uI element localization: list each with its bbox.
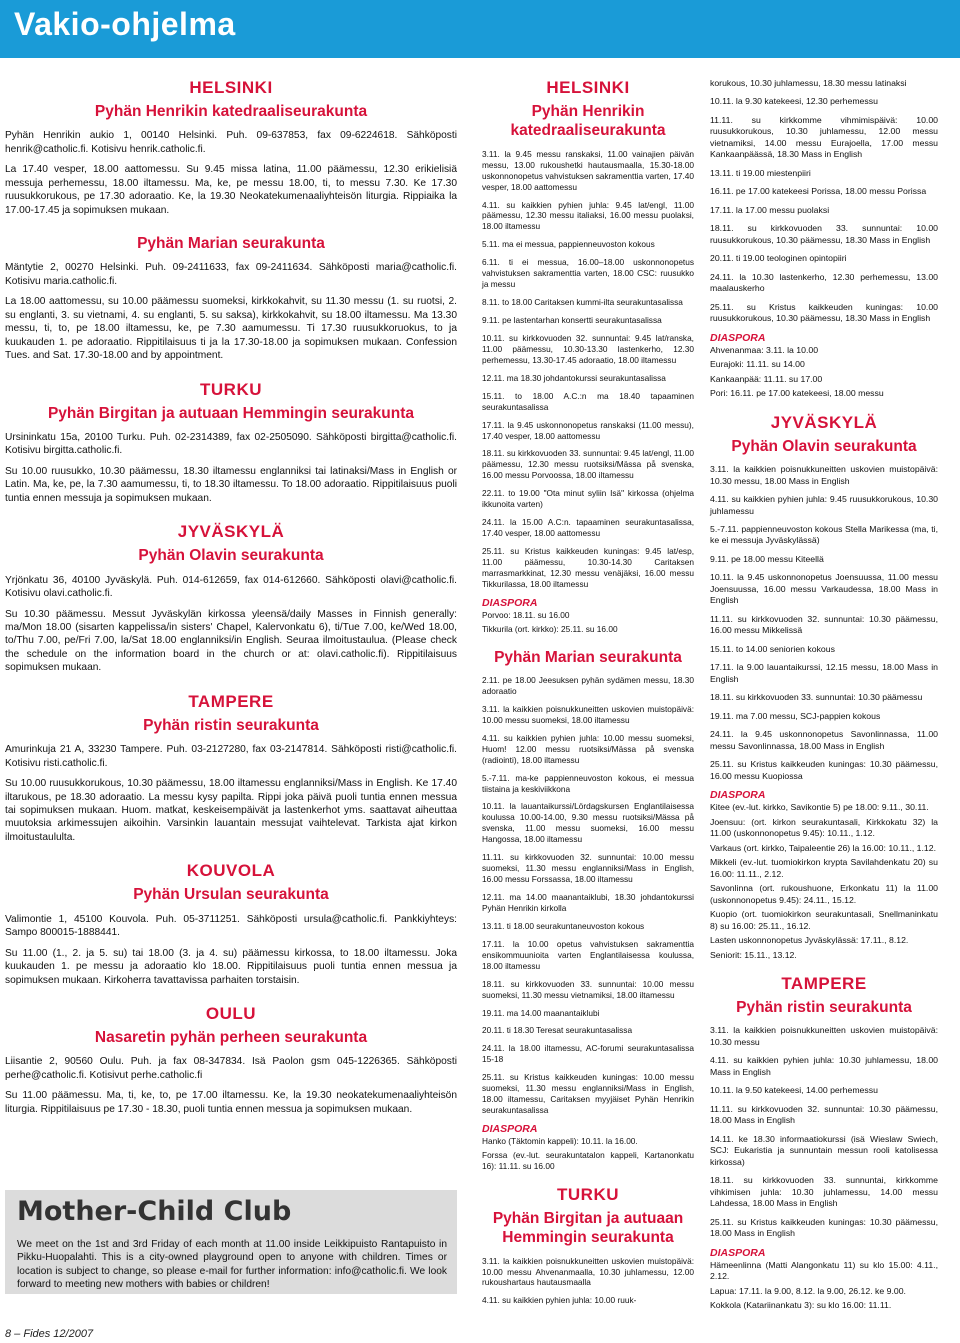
schedule-paragraph: 15.11. to 18.00 A.C.:n ma 18.40 tapaaminen seurakuntasalissa <box>482 390 694 412</box>
schedule-paragraph: Yrjönkatu 36, 40100 Jyväskylä. Puh. 014-612659, fax 014-612660. Sähköposti olavi@catholic.fi. Kotisivu olavi.catholic.fi. <box>5 574 457 600</box>
city-heading: TAMPERE <box>781 974 867 994</box>
schedule-paragraph: 17.11. la 9.00 lauantaikurssi, 12.15 messu, 18.00 Mass in English <box>710 662 938 684</box>
schedule-paragraph: 10.11. la 9.45 uskonnonopetus Joensuussa, 11.00 messu Joensuussa, 16.00 messu Varkaudessa, 18.00 Mass in English <box>710 572 938 606</box>
diaspora-line: Lapua: 17.11. la 9.00, 8.12. la 9.00, 26.12. ke 9.00. <box>710 1285 906 1296</box>
schedule-paragraph: 10.11. la 9.50 katekeesi, 14.00 perhemessu <box>710 1085 878 1096</box>
section-gap <box>5 512 457 522</box>
schedule-paragraph: 2.11. pe 18.00 Jeesuksen pyhän sydämen messu, 18.30 adoraatio <box>482 675 694 696</box>
section-gap <box>5 370 457 380</box>
schedule-paragraph: 10.11. la 9.30 katekeesi, 12.30 perhemessu <box>710 96 878 107</box>
diaspora-line: Lasten uskonnonopetus Jyväskylässä: 17.11., 8.12. <box>710 935 909 946</box>
city-heading: OULU <box>205 1004 257 1024</box>
diaspora-line: Hämeenlinna (Matti Alangonkatu 11) su klo 15.00: 4.11., 2.12. <box>710 1259 938 1282</box>
schedule-paragraph: Su 11.00 (1., 2. ja 5. su) tai 18.00 (3. ja 4. su) päämessu kirkossa, to 18.00 iltamessu. Joka kuukauden 1. pe messu ja adoraatio klo 18.00. Rippitilaisuus puoli tuntia ennen messua ja sopimuksen mukaan. Kirkoherra tavattavissa parhaiten torstaisin. <box>5 947 457 986</box>
schedule-paragraph: 8.11. to 18.00 Caritaksen kummi-ilta seurakuntasalissa <box>482 297 683 308</box>
city-heading: KOUVOLA <box>186 861 276 881</box>
parish-heading: Pyhän Marian seurakunta <box>137 235 325 253</box>
schedule-paragraph: Su 10.30 päämessu. Messut Jyväskylän kirkossa yleensä/daily Masses in Finnish generally: ma/Mon 18.00 (sisarten kappelissa/in sisters' Chapel, Kalervonkatu 6), ti/Tue 7.00, ke/Wed 18.00, to/Thu 7.00, pe/Fri 7.00, la/Sat 18.00 englanniksi/in English. Seuraa ilmoitustaulua. (Please check the schedule on the information board in the church or at: olavi.catholic.fi). Rippitilaisuus sopimuksen mukaan. <box>5 608 457 674</box>
schedule-paragraph: 12.11. ma 14.00 maanantaiklubi, 18.30 johdantokurssi Pyhän Henrikin kirkolla <box>482 892 694 913</box>
diaspora-heading: DIASPORA <box>710 331 766 344</box>
mother-child-club-text: We meet on the 1st and 3rd Friday of each month at 11.00 inside Leikkipuisto Rantapuisto in Pikku-Huopalahti. This is a city-owned playground open to anyone with children. Times or location is subject to change, so please e-mail for further information: info@catholic.fi. We look forward to meeting new mothers with babies or children! <box>17 1239 447 1290</box>
schedule-paragraph: Su 10.00 ruusukko, 10.30 päämessu, 18.30 iltamessu englanniksi tai latinaksi/Mass in English or Latin. Ma, ke, pe, la 7.30 aamumessu, ti, to 18.30 iltamessu. To 18.00 adoraatio. Rippitilaisuus puoli tuntia ennen messuja ja sopimuksen mukaan. <box>5 465 457 504</box>
schedule-paragraph: 4.11. su kaikkien pyhien juhla: 10.30 juhlamessu, 18.00 Mass in English <box>710 1055 938 1077</box>
city-heading: TAMPERE <box>188 691 274 711</box>
schedule-paragraph: 13.11. ti 19.00 miestenpiiri <box>710 167 811 178</box>
schedule-paragraph: Valimontie 1, 45100 Kouvola. Puh. 05-3711251. Sähköposti ursula@catholic.fi. Pankkiyhteys: Sampo 800015-1888441. <box>5 913 457 939</box>
schedule-paragraph: 5.-7.11. ma-ke pappienneuvoston kokous, ei messua tiistaina ja keskiviikkona <box>482 772 694 794</box>
section-gap <box>5 682 457 692</box>
diaspora-heading: DIASPORA <box>710 1246 766 1259</box>
schedule-paragraph: 11.11. su kirkkomme vihmimispäivä: 10.00 ruusukkorukous, 10.30 juhlamessu, 12.00 messu vietnamiksi, 14.00 messu Eurajoella, 17.00 messu Kankaanpäässä, 18.30 Mass in English <box>710 114 938 160</box>
schedule-paragraph: 19.11. ma 14.00 maanantaiklubi <box>482 1007 600 1018</box>
section-gap <box>710 403 938 413</box>
diaspora-heading: DIASPORA <box>482 596 538 609</box>
schedule-paragraph: 24.11. la 18.00 iltamessu, AC-forumi seurakuntasalissa 15-18 <box>482 1043 694 1065</box>
schedule-paragraph: 4.11. su kaikkien pyhien juhla: 9.45 lat/engl, 11.00 päämessu, 12.30 messu italiaksi, 16.00 messu puolaksi, 18.00 iltamessu <box>482 199 694 232</box>
schedule-paragraph: 3.11. la kaikkien poisnukkuneitten uskovien muistopäivä: 10.30 messu <box>710 1025 938 1047</box>
schedule-paragraph: La 17.40 vesper, 18.00 aattomessu. Su 9.45 missa latina, 11.00 päämessu, 12.30 erikielisiä messuja perhemessu, 18.00 iltamessu. Ma, ke, pe messu 18.00, ti, to messu 7.30. Ke 17.30 ruusukkorukous, pe 17.30 adoraatio. Ke, la 19.30 Neokatekumenaaliyhteisön liturgia. Rippiaika la 17.00-17.45 ja sopimuksen mukaan. <box>5 164 457 216</box>
diaspora-line: Pori: 16.11. pe 17.00 katekeesi, 18.00 messu <box>710 388 884 399</box>
schedule-paragraph: 25.11. su Kristus kaikkeuden kuningas: 10.30 päämessu, 16.00 messu Kuopiossa <box>710 759 938 781</box>
right-column <box>710 78 938 1315</box>
parish-heading: Pyhän Birgitan ja autuaan Hemmingin seurakunta <box>47 404 415 422</box>
schedule-paragraph: 3.11. la 9.45 messu ranskaksi, 11.00 vainajien päivän messu, 13.00 rukoushetki hautausmaalla, 15.30-18.00 uskonnonopetus vahvistuksen sakramenttia varten, 17.40 vesper, 18.00 aattomessu <box>482 148 694 192</box>
diaspora-line: Hanko (Täktomin kappeli): 10.11. la 16.00. <box>482 1136 638 1146</box>
diaspora-line: Tikkurila (ort. kirkko): 25.11. su 16.00 <box>482 623 618 634</box>
schedule-paragraph: 17.11. la 9.45 uskonnonopetus ranskaksi (11.00 messu), 17.40 vesper, 18.00 aattomessu <box>482 419 694 441</box>
parish-heading: Pyhän ristin seurakunta <box>736 999 912 1017</box>
diaspora-line: Kuopio (ort. tuomiokirkon seurakuntasali, Snellmaninkatu 8) su 16.00: 25.11., 16.12. <box>710 909 938 931</box>
schedule-paragraph: 25.11. su Kristus kaikkeuden kuningas: 10.00 messu suomeksi, 11.30 messu englanniksi/Mass in English, 18.00 iltamessu, Caritaksen myyjäiset Pyhän Henrikin seurakuntasalissa <box>482 1072 694 1116</box>
diaspora-line: Kitee (ev.-lut. kirkko, Savikontie 5) pe 18.00: 9.11., 30.11. <box>710 802 929 813</box>
parish-heading: Pyhän Birgitan ja autuaan Hemmingin seurakunta <box>492 1209 684 1247</box>
diaspora-line: Seniorit: 15.11., 13.12. <box>710 949 797 960</box>
schedule-paragraph: 14.11. ke 18.30 informaatiokurssi (isä Wieslaw Swiech, SCJ: Eukaristia ja sunnuntain messun rooli katolisessa kirkossa) <box>710 1133 938 1167</box>
city-heading: JYVÄSKYLÄ <box>177 522 285 542</box>
schedule-paragraph: 18.11. su kirkkovuoden 33. sunnuntai: 9.45 lat/engl, 11.00 päämessu, 12.30 messu ruotsiksi/Mässa på svenska, 16.00 messu Porvoossa, 18.00 iltamessu <box>482 448 694 481</box>
schedule-paragraph: 25.11. su Kristus kaikkeuden kuningas: 10.30 päämessu, 18.00 Mass in English <box>710 1216 938 1239</box>
diaspora-line: Varkaus (ort. kirkko, Taipaleentie 26) la 16.00: 10.11., 1.12. <box>710 842 937 853</box>
schedule-paragraph: 20.11. ti 18.30 Teresat seurakuntasalissa <box>482 1025 633 1036</box>
schedule-paragraph: Su 10.00 ruusukkorukous, 10.30 päämessu, 18.00 iltamessu englanniksi/Mass in English. Ke 17.40 iltarukous, pe 18.30 adoraatio. La messu kysy papilta. Rippi joka päivä puoli tuntia ennen messua tai sopimuksen mukaan. Huom. matkat, keskeisempäivät ja lastenkerhot yms. saattavat aiheuttaa muutoksia arkimessujen aikoihin. Varsinkin lauantain messujat vaihtelevat. Tarkista ajat kirkon ilmoitustaululta. <box>5 778 457 843</box>
section-gap <box>710 964 938 974</box>
schedule-paragraph: 17.11. la 17.00 messu puolaksi <box>710 204 830 215</box>
parish-heading: Pyhän Olavin seurakunta <box>138 547 324 565</box>
schedule-paragraph: 18.11. su kirkkovuoden 33. sunnuntai, kirkkomme vihkimisen juhla: 10.30 juhlamessu, 14.00 messu Lahdessa, 18.00 Mass in English <box>710 1175 938 1209</box>
diaspora-line: Savonlinna (ort. rukoushuone, Erkonkatu 11) la 11.00 (uskonnonopetus 9.45): 24.11., 15.12. <box>710 883 938 905</box>
schedule-paragraph: 5.-7.11. pappienneuvoston kokous Stella Marikessa (ma, ti, ke ei messuja Jyväskylässä) <box>710 524 938 546</box>
schedule-paragraph: 9.11. pe 18.00 messu Kiteellä <box>710 553 824 564</box>
schedule-paragraph: La 18.00 aattomessu, su 10.00 päämessu suomeksi, kirkkokahvit, su 11.30 messu (1. su ruotsi, 2. su englanti, 3. su vietnami, 4. su englanti, 5. su saksa), kirkkokahvit, su 18.00 iltamessu. Ma 13.30 messu, ti, to, pe 18.00 iltamessu, ke, pe 7.30 aamumessu. Ti 17.30 ruusukkoruokus, to ja kuukauden 1. pe adoraatio. Rippitilaisuus ti ja la 17.30-18.00 ja sopimuksen mukaan. Confession Tues. and Sat. 17.30-18.00 and by appointment. <box>5 296 457 362</box>
parish-heading: Pyhän Henrikin katedraaliseurakunta <box>510 103 666 140</box>
city-heading: TURKU <box>557 1184 619 1204</box>
schedule-paragraph: 3.11. la kaikkien poisnukkuneitten uskovien muistopäivä: 10.00 messu Ahvenanmaalla, 10.30 juhlamessu, 12.00 rukoushartaus hautausmaalla <box>482 1255 694 1288</box>
diaspora-line: Kokkola (Katariinankatu 3): su klo 16.00: 11.11. <box>710 1300 892 1311</box>
schedule-paragraph: Mäntytie 2, 00270 Helsinki. Puh. 09-2411633, fax 09-2411634. Sähköposti maria@catholic.fi. Kotisivu maria.catholic.fi. <box>5 262 457 287</box>
schedule-paragraph: 4.11. su kaikkien pyhien juhla: 10.00 messu suomeksi, Huom! 12.00 messu ruotsiksi/Mässa på svenska (radiointi), 18.00 iltamessu <box>482 732 694 765</box>
page-title: Vakio-ohjelma <box>14 6 236 42</box>
schedule-paragraph: 15.11. to 14.00 seniorien kokous <box>710 643 835 654</box>
schedule-paragraph: 24.11. la 10.30 lastenkerho, 12.30 perhemessu, 13.00 maalauskerho <box>710 271 938 294</box>
schedule-paragraph: Pyhän Henrikin aukio 1, 00140 Helsinki. Puh. 09-637853, fax 09-6224618. Sähköposti henrik@catholic.fi. Kotisivu henrik.catholic.fi. <box>5 130 457 155</box>
city-heading: TURKU <box>200 379 262 399</box>
diaspora-line: Eurajoki: 11.11. su 14.00 <box>710 359 805 370</box>
header-banner <box>0 0 960 58</box>
parish-heading: Pyhän Marian seurakunta <box>494 648 682 666</box>
schedule-paragraph: 13.11. ti 18.00 seurakuntaneuvoston kokous <box>482 920 645 931</box>
schedule-paragraph: 6.11. ti ei messua, 16.00–18.00 uskonnonopetus vahvistuksen sakramenttia varten, 18.00 CSC: ruusukko ja messu <box>482 257 694 290</box>
section-gap <box>5 851 457 861</box>
schedule-paragraph: 16.11. pe 17.00 katekeesi Porissa, 18.00 messu Porissa <box>710 186 927 197</box>
schedule-paragraph: 25.11. su Kristus kaikkeuden kuningas: 9.45 lat/esp, 11.00 päämessu, 10.30-14.30 Caritaksen marrasmarkkinat, 12.30 messu venäjäksi, 16.00 messu Tikkurilassa, 18.00 iltamessu <box>482 546 694 589</box>
schedule-paragraph: 24.11. la 9.45 uskonnonopetus Savonlinnassa, 11.00 messu Savonlinnassa, 18.00 Mass in English <box>710 729 938 751</box>
parish-heading: Pyhän Olavin seurakunta <box>731 437 917 455</box>
section-gap <box>482 1175 694 1185</box>
diaspora-line: Kankaanpää: 11.11. su 17.00 <box>710 373 823 384</box>
schedule-paragraph: 18.11. su kirkkovuoden 33. sunnuntai: 10.30 päämessu <box>710 692 923 703</box>
schedule-paragraph: 9.11. pe lastentarhan konsertti seurakuntasalissa <box>482 315 662 325</box>
schedule-paragraph: 22.11. to 19.00 "Ota minut syliin Isä" kirkossa (ohjelma ikkunoita varten) <box>482 488 694 510</box>
schedule-paragraph: 3.11. la kaikkien poisnukkuneitten uskovien muistopäivä: 10.30 messu, 18.00 Mass in English <box>710 464 938 486</box>
schedule-paragraph: korukous, 10.30 juhlamessu, 18.30 messu latinaksi <box>710 78 907 88</box>
diaspora-line: Mikkeli (ev.-lut. tuomiokirkon krypta Savilahdenkatu 20) su 16.00: 11.11., 2.12. <box>710 857 938 879</box>
diaspora-heading: DIASPORA <box>482 1123 538 1135</box>
section-gap <box>5 224 457 234</box>
city-heading: HELSINKI <box>189 78 273 97</box>
schedule-paragraph: 11.11. su kirkkovuoden 32. sunnuntai: 10.30 päämessu, 16.00 messu Mikkelissä <box>710 613 938 636</box>
schedule-paragraph: Ursininkatu 15a, 20100 Turku. Puh. 02-2314389, fax 02-2505090. Sähköposti birgitta@catholic.fi. Kotisivu birgitta.catholic.fi. <box>5 432 457 457</box>
diaspora-line: Joensuu: (ort. kirkon seurakuntasali, Kirkkokatu 32) la 11.00 (uskonnonopetus 9.45): 10.11., 1.12. <box>710 816 938 839</box>
schedule-paragraph: 25.11. su Kristus kaikkeuden kuningas: 10.00 ruusukkorukous, 10.30 päämessu, 18.30 Mass in English <box>710 301 938 324</box>
mother-child-club-title: Mother-Child Club <box>17 1196 292 1227</box>
schedule-paragraph: 4.11. su kaikkien pyhien juhla: 9.45 ruusukkorukous, 10.30 juhlamessu <box>710 494 938 516</box>
parish-heading: Nasaretin pyhän perheen seurakunta <box>94 1029 368 1047</box>
schedule-paragraph: 11.11. su kirkkovuoden 32. sunnuntai: 10.00 messu suomeksi, 11.30 messu englanniksi/Mass in English, 16.00 messu Forssassa, 18.00 iltamessu <box>482 852 694 885</box>
section-gap <box>5 994 457 1004</box>
diaspora-heading: DIASPORA <box>710 789 766 802</box>
schedule-paragraph: 10.11. la lauantaikurssi/Lördagskursen Englantilaisessa koulussa 10.00-14.00, 9.30 messu ruotsiksi/Mässa på svenska, 11.00 messu suomeksi, 16.00 messu Hangossa, 18.00 iltamessu <box>482 801 694 845</box>
schedule-paragraph: 11.11. su kirkkovuoden 32. sunnuntai: 10.30 päämessu, 18.00 Mass in English <box>710 1103 938 1126</box>
schedule-paragraph: 18.11. su kirkkovuoden 33. sunnuntai: 10.00 ruusukkorukous, 10.30 päämessu, 18.30 Mass in English <box>710 223 938 245</box>
schedule-paragraph: 10.11. su kirkkovuoden 32. sunnuntai: 9.45 lat/ranska, 11.00 päämessu, 10.30-13.30 lastenkerho, 12.30 perhemessu, 13.30-17.45 adoraatio, 18.00 iltamessu <box>482 332 694 365</box>
city-heading: HELSINKI <box>546 78 630 97</box>
schedule-paragraph: 19.11. ma 7.00 messu, SCJ-pappien kokous <box>710 710 881 721</box>
parish-heading: Pyhän ristin seurakunta <box>143 716 319 734</box>
schedule-paragraph: Su 11.00 päämessu. Ma, ti, ke, to, pe 17.00 iltamessu. Ke, la 19.30 neokatekumenaaliyhteisön liturgia. Rippitilaisuus pe 17.30 - 18.30, puoli tuntia ennen messua ja sopimuksen mukaan. <box>5 1090 457 1115</box>
schedule-paragraph: 17.11. la 10.00 opetus vahvistuksen sakramenttia ensikommuunioita varten Englantilaisessa koulussa, 18.00 iltamessu <box>482 938 694 971</box>
middle-column <box>482 78 694 1313</box>
parish-heading: Pyhän Ursulan seurakunta <box>133 886 329 904</box>
section-gap <box>482 638 694 648</box>
schedule-paragraph: 24.11. la 15.00 A.C:n. tapaaminen seurakuntasalissa, 17.40 vesper, 18.00 aattomessu <box>482 517 694 539</box>
diaspora-line: Ahvenanmaa: 3.11. la 10.00 <box>710 344 819 355</box>
page-footer: 8 – Fides 12/2007 <box>5 1328 94 1340</box>
schedule-paragraph: 4.11. su kaikkien pyhien juhla: 10.00 ruuk- <box>482 1295 637 1306</box>
schedule-paragraph: Liisantie 2, 90560 Oulu. Puh. ja fax 08-347834. Isä Paolon gsm 045-1226365. Sähköposti perhe@catholic.fi. Kotisivut perhe.catholic.fi <box>5 1056 457 1081</box>
diaspora-line: Forssa (ev.-lut. seurakuntatalon kappeli, Kartanonkatu 16): 11.11. su 16.00 <box>482 1149 694 1171</box>
city-heading: JYVÄSKYLÄ <box>770 412 878 432</box>
mother-child-club-box <box>5 1190 457 1294</box>
diaspora-line: Porvoo: 18.11. su 16.00 <box>482 609 570 620</box>
schedule-paragraph: 20.11. ti 19.00 teologinen opintopiiri <box>710 253 847 264</box>
schedule-paragraph: 5.11. ma ei messua, pappienneuvoston kokous <box>482 239 655 250</box>
parish-heading: Pyhän Henrikin katedraaliseurakunta <box>94 103 368 120</box>
schedule-paragraph: 3.11. la kaikkien poisnukkuneitten uskovien muistopäivä: 10.00 messu suomeksi, 18.00 iltamessu <box>482 703 694 725</box>
schedule-paragraph: Amurinkuja 21 A, 33230 Tampere. Puh. 03-2127280, fax 03-2147814. Sähköposti risti@catholic.fi. Kotisivu risti.catholic.fi. <box>5 744 457 769</box>
schedule-paragraph: 18.11. su kirkkovuoden 33. sunnuntai: 10.00 messu suomeksi, 11.30 messu vietnamiksi, 18.00 iltamessu <box>482 978 694 1000</box>
left-column <box>5 78 457 1123</box>
schedule-paragraph: 12.11. ma 18.30 johdantokurssi seurakuntasalissa <box>482 372 666 383</box>
